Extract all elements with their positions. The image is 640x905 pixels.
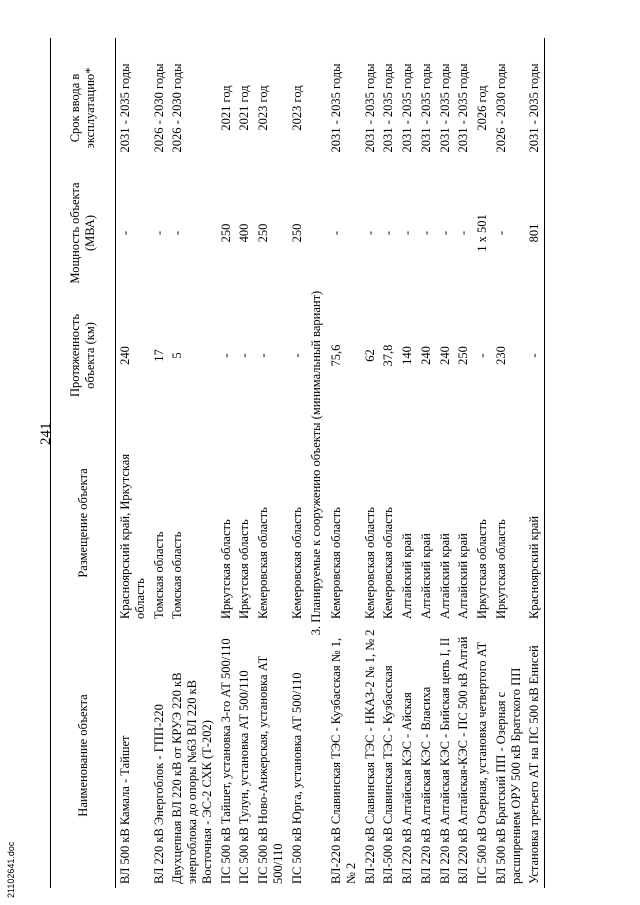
cell-length: -	[218, 353, 233, 358]
cell-term: 2026 год	[475, 85, 489, 131]
cell-location: Алтайский край	[400, 533, 414, 619]
cell-location: Томская область	[151, 531, 166, 619]
page-number: 241	[38, 422, 54, 445]
cell-location: Кемеровская область	[289, 507, 304, 619]
header-length: Протяженность объекта (км)	[51, 288, 116, 423]
cell-length: 240	[437, 346, 452, 365]
cell-location: Алтайский край	[456, 533, 471, 619]
cell-term: 2031 - 2035 годы	[118, 63, 132, 153]
cell-term: 2031 - 2035 годы	[362, 63, 377, 153]
cell-length: 140	[400, 346, 414, 365]
cell-name: ВЛ 220 кВ Алтайская КЭС - Бийская цепь I, II	[437, 637, 452, 884]
cell-name: ВЛ 220 кВ Энергоблок - ГПП-220	[151, 704, 166, 884]
table-header-row	[51, 38, 116, 888]
table-row	[361, 38, 380, 888]
cell-term: 2031 - 2035 годы	[437, 63, 452, 153]
cell-name: ВЛ 500 кВ Братский ПП - Озерная с расширением ОРУ 500 кВ Братского ПП	[493, 667, 523, 884]
table-row	[473, 38, 492, 888]
cell-term: 2026 - 2030 годы	[170, 63, 185, 153]
cell-capacity: 1 x 501	[475, 214, 489, 252]
cell-term: 2021 год	[218, 85, 233, 131]
cell-term: 2026 - 2030 годы	[493, 63, 508, 153]
cell-length: -	[256, 353, 270, 358]
table-row	[454, 38, 473, 888]
cell-location: Алтайский край	[437, 533, 452, 619]
cell-capacity: -	[151, 230, 166, 236]
cell-name: ВЛ 220 кВ Алтайская КЭС - Власиха	[418, 686, 433, 884]
cell-location: Кемеровская область	[329, 507, 343, 619]
section-row	[306, 38, 327, 888]
cell-length: 240	[418, 346, 433, 365]
cell-capacity: -	[381, 230, 396, 236]
header-term: Срок ввода в эксплуатацию*	[51, 38, 116, 178]
table-row	[116, 38, 150, 888]
cell-location: Иркутская область	[475, 519, 489, 619]
cell-location: Алтайский край	[418, 533, 433, 619]
cell-location: Кемеровская область	[256, 507, 270, 619]
cell-location: Красноярский край	[525, 423, 544, 623]
cell-name: ПС 500 кВ Тулун, установка АТ 500/110	[237, 670, 252, 884]
table-row	[235, 38, 254, 888]
cell-length: 5	[170, 352, 185, 359]
cell-location: Красноярский край, Иркутская область	[118, 453, 147, 619]
cell-length: 230	[493, 346, 508, 365]
cell-length: 250	[456, 346, 471, 365]
header-location: Размещение объекта	[51, 423, 116, 623]
cell-capacity: -	[329, 230, 343, 236]
table-row	[398, 38, 417, 888]
table-row	[525, 38, 544, 888]
cell-name: ВЛ-500 кВ Славинская ТЭС - Кузбасская	[381, 665, 396, 884]
cell-capacity: -	[362, 230, 377, 236]
cell-capacity: -	[170, 230, 185, 236]
table-row	[327, 38, 361, 888]
rotated-page-content	[50, 38, 610, 888]
cell-name: ВЛ 220 кВ Алтайская-КЭС - ПС 500 кВ Алтай	[456, 636, 471, 884]
header-capacity: Мощность объекта (МВА)	[51, 178, 116, 288]
cell-name: Установка третьего АТ на ПС 500 кВ Енисей	[525, 623, 544, 888]
table-row	[254, 38, 288, 888]
cell-term: 2021 год	[237, 85, 252, 131]
cell-capacity: 250	[289, 223, 304, 243]
cell-term: 2031 - 2035 годы	[525, 38, 544, 178]
cell-name: ПС 500 кВ Ново-Анжерская, установка АТ 500/110	[256, 655, 285, 884]
cell-capacity: -	[418, 230, 433, 236]
cell-location: Иркутская область	[493, 519, 508, 619]
cell-location: Кемеровская область	[381, 507, 396, 619]
cell-location: Кемеровская область	[362, 507, 377, 619]
cell-capacity: 250	[256, 223, 270, 243]
cell-term: 2031 - 2035 годы	[400, 63, 414, 153]
cell-location: Иркутская область	[218, 519, 233, 619]
cell-name: ВЛ-220 кВ Славинская ТЭС - НКАЗ-2 № 1, № 2	[362, 629, 377, 884]
cell-name: ВЛ 220 кВ Алтайская КЭС - Айская	[400, 692, 414, 884]
cell-location: Иркутская область	[237, 519, 252, 619]
cell-length: -	[289, 353, 304, 358]
cell-name: ПС 500 кВ Озерная, установка четвертого АТ	[475, 641, 489, 884]
cell-location: Томская область	[170, 531, 185, 619]
cell-length: 17	[151, 349, 166, 362]
cell-term: 2031 - 2035 годы	[418, 63, 433, 153]
cell-name: ПС 500 кВ Юрга, установка АТ 500/110	[289, 672, 304, 884]
section-title: 3. Планируемые к сооружению объекты (минимальный вариант)	[309, 290, 324, 636]
table-row	[417, 38, 436, 888]
cell-length: 62	[362, 349, 377, 362]
table-row	[492, 38, 526, 888]
cell-length: -	[475, 353, 489, 358]
objects-table	[50, 38, 545, 888]
cell-capacity: 400	[237, 223, 252, 243]
footer-stamp: 21102641.doc	[6, 841, 16, 898]
cell-term: 2031 - 2035 годы	[381, 63, 396, 153]
cell-capacity: -	[437, 230, 452, 236]
table-row	[217, 38, 236, 888]
table-row	[150, 38, 169, 888]
table-row	[288, 38, 307, 888]
cell-term: 2031 - 2035 годы	[329, 63, 343, 153]
table-row	[379, 38, 398, 888]
cell-term: 2026 - 2030 годы	[151, 63, 166, 153]
cell-length: 240	[118, 346, 132, 365]
cell-name: ПС 500 кВ Тайшет, установка 3-го АТ 500/110	[218, 638, 233, 884]
cell-length: 75,6	[329, 344, 343, 367]
cell-length: -	[525, 288, 544, 423]
cell-capacity: 801	[525, 178, 544, 288]
cell-capacity: -	[456, 230, 471, 236]
table-row	[436, 38, 455, 888]
cell-length: 37,8	[381, 344, 396, 367]
cell-term: 2031 - 2035 годы	[456, 63, 471, 153]
header-name: Наименование объекта	[51, 623, 116, 888]
cell-capacity: -	[118, 230, 132, 236]
cell-term: 2023 год	[256, 85, 270, 131]
cell-capacity: -	[493, 230, 508, 236]
cell-length: -	[237, 353, 252, 358]
cell-name: Двухцепная ВЛ 220 кВ от КРУЭ 220 кВ энергоблока до опоры №63 ВЛ 220 кВ Восточная - ЭС-2 СХК (Т-202)	[170, 672, 214, 884]
cell-term: 2023 год	[289, 85, 304, 131]
cell-name: ВЛ 500 кВ Камала - Тайшет	[118, 735, 132, 884]
cell-capacity: 250	[218, 223, 233, 243]
cell-name: ВЛ-220 кВ Славинская ТЭС - Кузбасская № 1, № 2	[329, 637, 358, 884]
table-row	[168, 38, 216, 888]
cell-capacity: -	[400, 230, 414, 236]
